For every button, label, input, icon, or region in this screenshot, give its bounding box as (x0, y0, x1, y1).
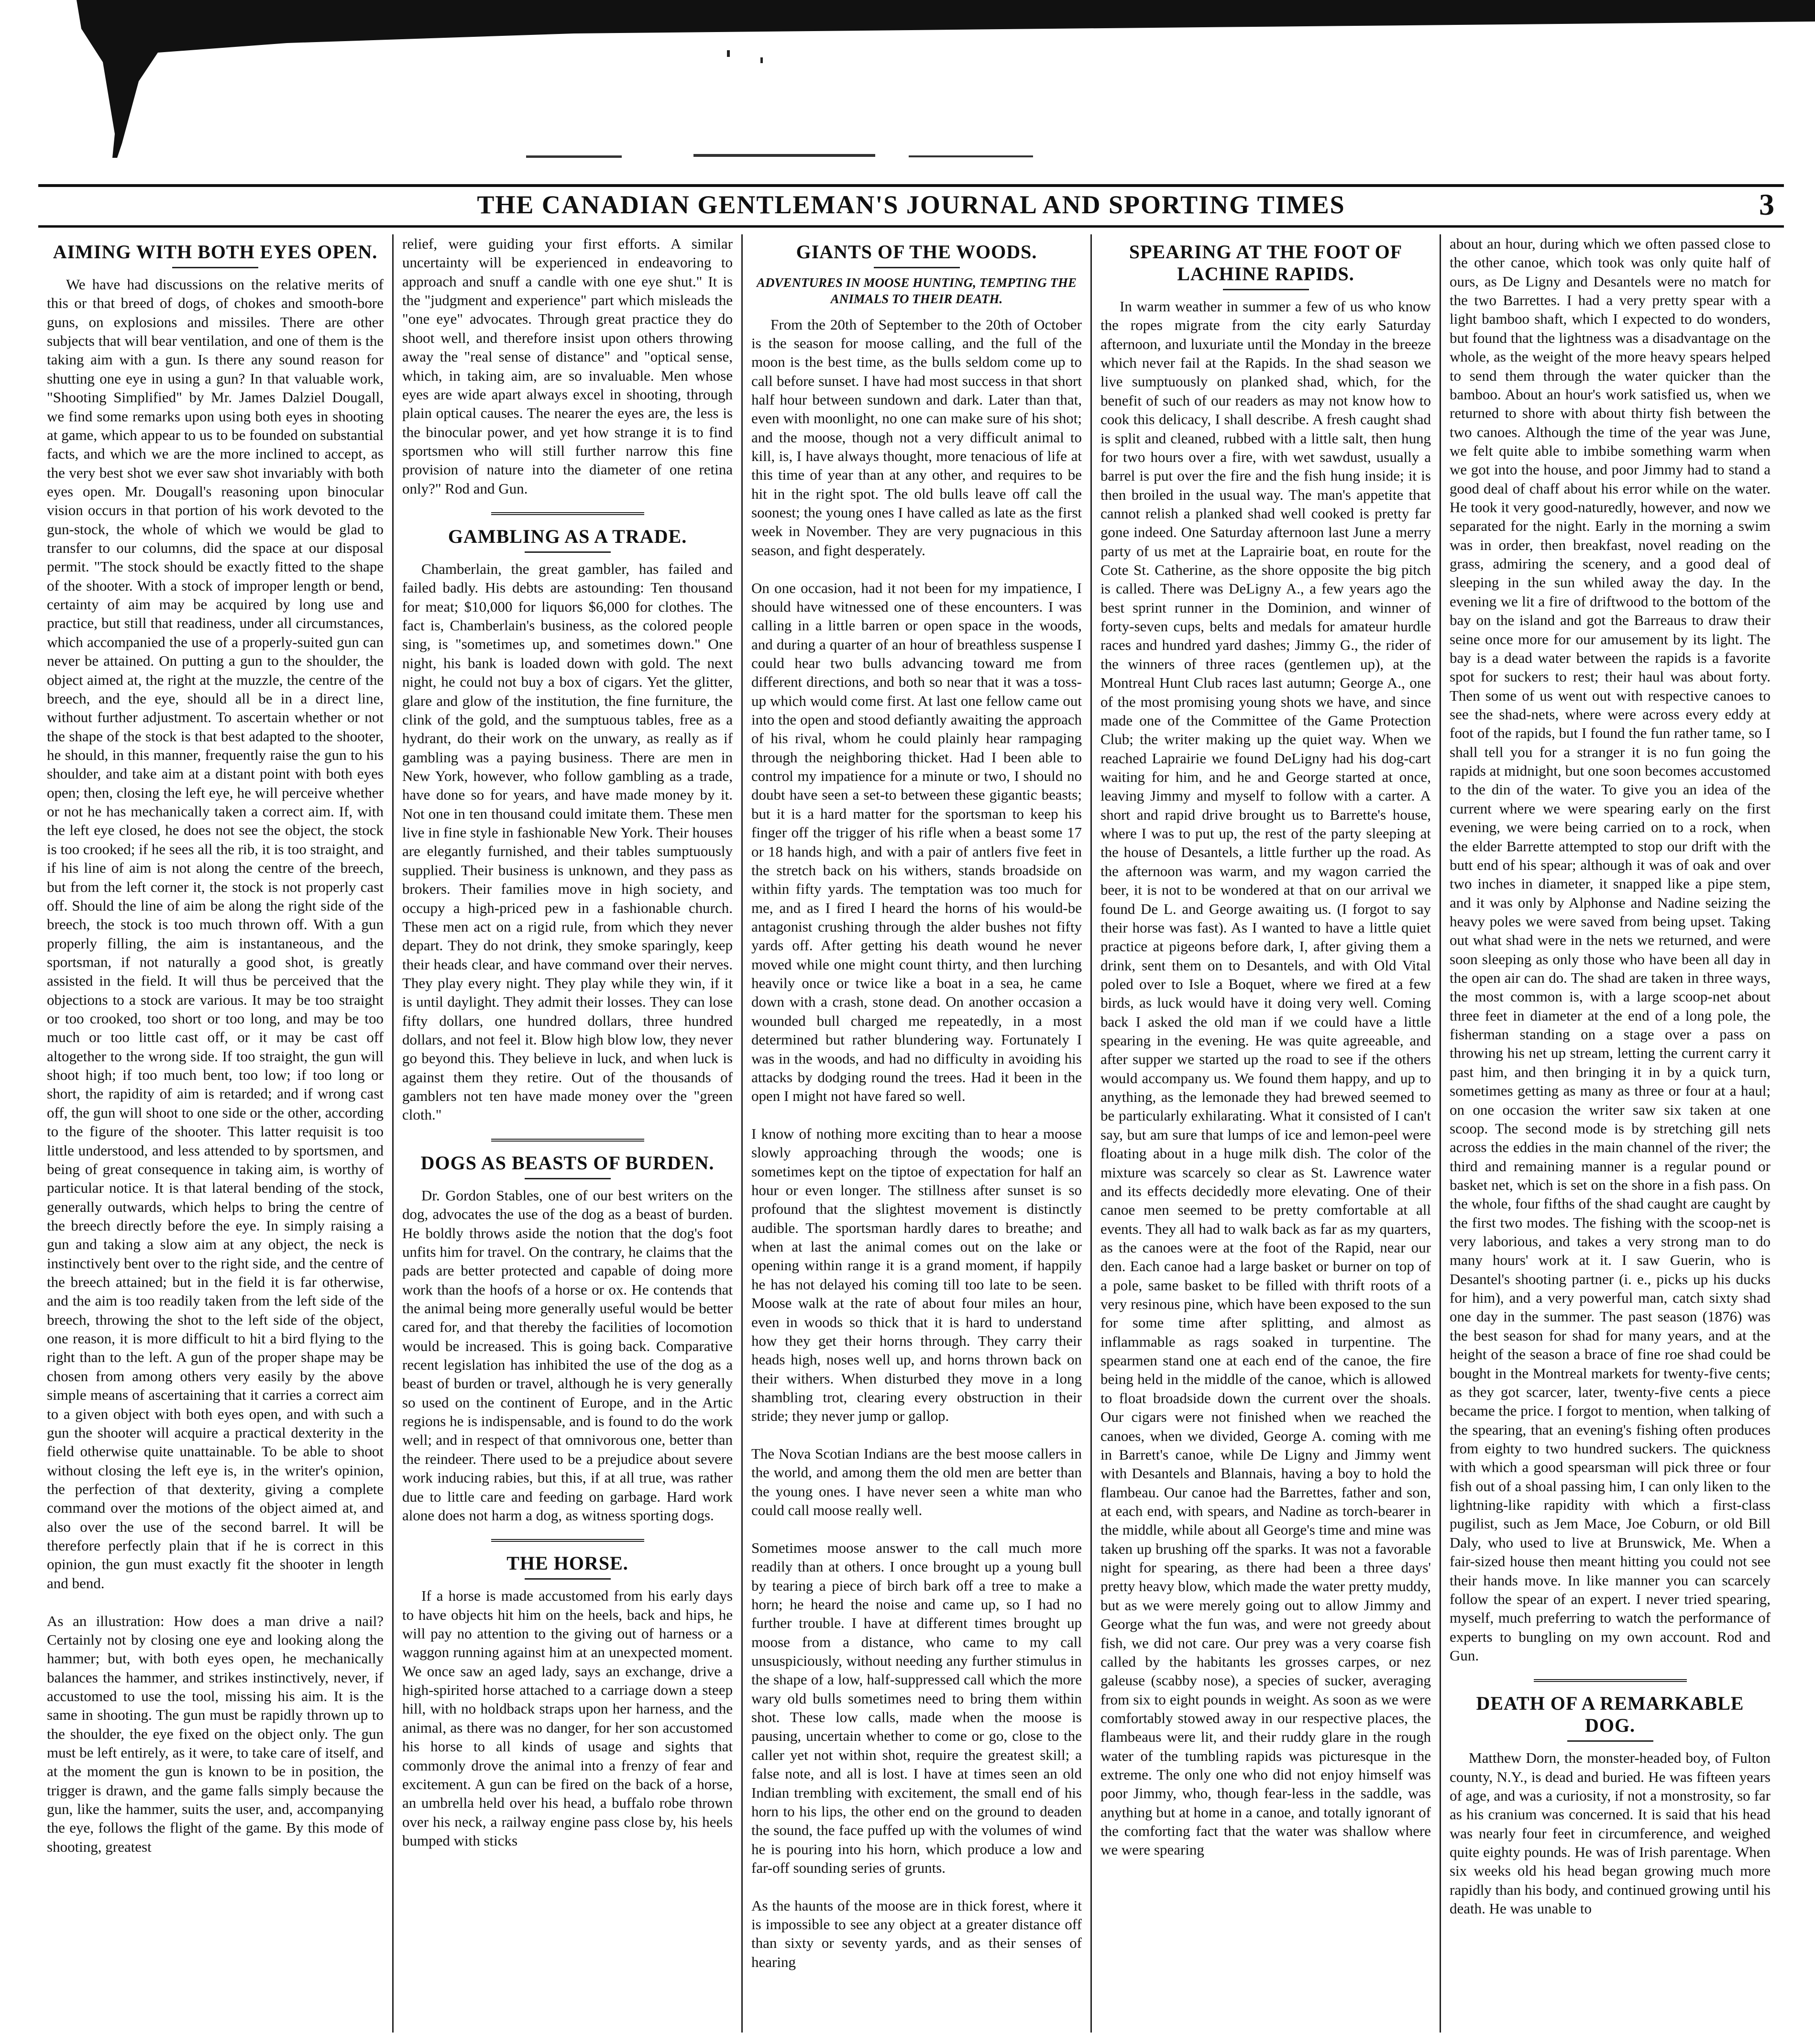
title-rule (172, 267, 258, 268)
article-the-horse (402, 1552, 733, 1850)
article-gambling-as-a-trade (402, 526, 733, 1124)
newspaper-title: THE CANADIAN GENTLEMAN'S JOURNAL AND SPORTING TIMES (477, 190, 1345, 219)
article-separator (491, 1139, 644, 1142)
article-body: We have had discussions on the relative merits of this or that breed of dogs, of chokes and smooth-bore guns, on explosions and missiles. There are other subjects that will bear ventilation, and one of them is the taking aim with a gun. Is there any sound reason for shutting one eye in using a gun? In that valuable work, "Shooting Simplified" by Mr. James Dalziel Dougall, we find some remarks upon using both eyes in shooting at game, which appear to us to be founded on substantial facts, and which we are the more inclined to accept, as the very best shot we ever saw shot invariably with both eyes open. Mr. Dougall's reasoning upon binocular vision occurs in that portion of his work devoted to the gun-stock, the whole of which we would be glad to transfer to our columns, did the space at our disposal permit. "The stock should be exactly fitted to the shape of the shooter. With a stock of improper length or bend, certainty of aim may be acquired by long use and practice, but still that readiness, under all circumstances, which accompanied the use of a properly-suited gun can never be attained. On putting a gun to the shoulder, the object aimed at, the right at the muzzle, the centre of the breech, and the eye, should all be in a direct line, without further adjustment. To ascertain whether or not the shape of the stock is that best adapted to the shooter, he should, in this manner, frequently raise the gun to his shoulder, and take aim at a distant point with both eyes open; then, closing the left eye, he will perceive whether or not he has mechanically taken a correct aim. If, with the left eye closed, he does not see the object, the stock is too crooked; if he sees all the rib, it is too straight, and if his line of aim is not along the centre of the breech, but from the left corner it, the stock is not properly cast off. Should the line of aim be along the right side of the breech, the stock is too much thrown off. With a gun properly filling, the aim is instantaneous, and the sportsman, if not naturally a good shot, is greatly assisted in the field. It will thus be perceived that the objections to a stock are various. It may be too straight or too crooked, too short or too long, and may be too much or too little cast off, or it may be cast off altogether to the wrong side. If too straight, the gun will shoot high; if too much bent, too low; if too long or short, the rapidity of aim is retarded; and if wrong cast off, the gun will shoot to one side or the other, according to the figure of the shooter. This latter requisit is too little understood, and less attended to by sportsmen, and being of great consequence in taking aim, is worthy of particular notice. It is that lateral bending of the stock, generally outwards, which helps to bring the centre of the breech directly before the eye. In simply raising a gun and taking a slow aim at any object, the neck is instinctively bent over to the right side, and the centre of the breech attained; but in the field it is far otherwise, and the aim is too readily taken from the left side of the breech, throwing the shot to the left side of the object, one reason, it is more difficult to hit a bird flying to the right than to the left. A gun of the proper shape may be chosen from among others very easily by the above simple means of ascertaining that it carries a correct aim to a given object with both eyes open, and with such a gun the shooter will acquire a practical dexterity in the field otherwise quite unattainable. To be able to shoot without closing the left eye is, in the writer's opinion, the perfection of that dexterity, giving a complete command over the motions of the object aimed at, and also over the use of the second barrel. It will be therefore perfectly plain that if he is correct in this opinion, the gun must exactly fit the shooter in length and bend. As an illustration: How does a man drive a nail? Certainly not by closing one eye and looking along the hammer; but, with both eyes open, he mechanically balances the hammer, and strikes instinctively, never, if accustomed to use the tool, missing his aim. It is the same in shooting. The gun must be rapidly thrown up to the shoulder, the eye fixed on the object only. The gun must be left entirely, as it were, to take care of itself, and at the moment the gun is known to be in position, the trigger is drawn, and the game falls simply because the gun, like the hammer, suits the user, and, accompanying the eye, follows the flight of the game. By this mode of shooting, greatest (47, 276, 384, 1855)
article-body: If a horse is made accustomed from his early days to have objects hit him on the heels, back and hips, he will pay no attention to the giving out of harness or a waggon running against him at an unexpected moment. We once saw an aged lady, says an exchange, drive a high-spirited horse attached to a carriage down a steep hill, with no holdback straps upon her harness, and the animal, as there was no danger, for her son accustomed his horse to all kinds of usage and sights that commonly drove the animal into a frenzy of fear and excitement. A gun can be fired on the back of a horse, an umbrella held over his head, a buffalo robe thrown over his neck, a railway engine pass close by, his heels bumped with sticks (402, 1587, 733, 1849)
article-body: Dr. Gordon Stables, one of our best writers on the dog, advocates the use of the dog as a beast of burden. He boldly throws aside the notion that the dog's foot unfits him for travel. On the contrary, he claims that the pads are better protected and capable of doing more work than the hoofs of a horse or ox. He contends that the animal being more generally useful would be better cared for, and that thereby the facilities of locomotion would be increased. This is going back. Comparative recent legislation has inhibited the use of the dog as a beast of burden or travel, although he is very generally so used on the continent of Europe, and in the Artic regions he is indispensable, and is found to do the work well; and in respect of that omnivorous one, better than the reindeer. There used to be a prejudice about severe work inducing rabies, but this, if at all true, was rather due to little care and feeding on garbage. Hard work alone does not harm a dog, as witness sporting dogs. (402, 1187, 733, 1524)
article-spearing-at-lachine-rapids (1100, 241, 1431, 1859)
title-rule (525, 1578, 611, 1580)
article-body: Matthew Dorn, the monster-headed boy, of Fulton county, N.Y., is dead and buried. He was fifteen years of age, and was a curiosity, if not a monstrosity, so far as his cranium was concerned. It is said that his head was nearly four feet in circumference, and weighed quite eighty pounds. He was of Irish parentage. When six weeks old his head began growing much more rapidly than his body, and continued growing until his death. He was unable to (1450, 1749, 1771, 1917)
column-1 (38, 234, 392, 2033)
article-death-of-a-remarkable (1450, 1692, 1771, 1918)
article-separator (1534, 1679, 1687, 1682)
column-2 (392, 234, 741, 2033)
newspaper-columns (38, 234, 1779, 2033)
title-rule (1223, 289, 1309, 290)
title-rule (874, 267, 960, 268)
article-title: SPEARING AT THE FOOT OF LACHINE RAPIDS. (1129, 241, 1403, 285)
article-continuation-rod-and-gun (402, 234, 733, 498)
article-title: DEATH OF A REMARKABLE DOG. (1476, 1692, 1744, 1736)
title-rule (525, 1178, 611, 1179)
page-number: 3 (1759, 187, 1774, 221)
article-separator (491, 1539, 644, 1542)
article-spearing-continuation (1450, 234, 1771, 1665)
scan-margin-artifacts (0, 0, 1815, 158)
title-rule (1567, 1740, 1653, 1742)
article-title: GAMBLING AS A TRADE. (448, 526, 687, 548)
column-5 (1440, 234, 1779, 2033)
article-body: Chamberlain, the great gambler, has failed and failed badly. His debts are astounding: Ten thousand for meat; $10,000 for liquors $6,000 for clothes. The fact is, Chamberlain's business, as the colored people sing, is "sometimes up, and sometimes down." One night, his bank is loaded down with gold. The next night, he could not buy a box of cigars. Yet the glitter, glare and glow of the institution, the fine furniture, the clink of the gold, and the sumptuous tables, free as a hydrant, do their work on the unwary, as really as if gambling was a paying business. There are men in New York, however, who follow gambling as a trade, have done so for years, and have made money by it. Not one in ten thousand could imitate them. These men live in fine style in fashionable New York. Their houses are elegantly furnished, and their tables sumptuously supplied. Their business is unknown, and they pass as brokers. Their families move in high society, and occupy a high-priced pew in a fashionable church. These men act on a rigid rule, from which they never depart. They do not drink, they smoke sparingly, keep their heads clear, and have command over their nerves. They play every night. They play while they win, if it is until daylight. They admit their losses. They can lose fifty dollars, one hundred dollars, three hundred dollars, and not feel it. Blow high blow low, they never go beyond this. They believe in luck, and when luck is against them they retire. Out of the thousands of gamblers not ten have made money over the "green cloth." (402, 560, 733, 1123)
article-separator (491, 512, 644, 515)
column-4 (1090, 234, 1440, 2033)
article-aiming-with-both-eyes-open (47, 241, 384, 1856)
article-title: THE HORSE. (506, 1552, 628, 1574)
article-dogs-as-beasts-of-burden (402, 1152, 733, 1525)
article-body: From the 20th of September to the 20th of October is the season for moose calling, and the full of the moon is the best time, as the bulls seldom come up to call before sunset. I have had most success in that short half hour between sundown and dark. Later than that, even with moonlight, no one can make sure of his shot; and the moose, though not a very difficult animal to kill, is, I have always thought, more tenacious of life at this time of year than at any other, and requires to be hit in the right spot. The old bulls leave off call the soonest; the young ones I have called as late as the first week in November. They are very pugnacious in this season, and fight desperately. On one occasion, had it not been for my impatience, I should have witnessed one of these encounters. I was calling in a little barren or open space in the woods, and during a quarter of an hour of breathless suspense I could hear two bulls advancing toward me from different directions, and both so near that it was a toss-up which would come first. At last one fellow came out into the open and stood defiantly awaiting the approach of his rival, whom he could plainly hear rampaging through the neighboring thicket. Had I been able to control my impatience for a minute or two, I should no doubt have seen a set-to between these gigantic beasts; but it is a hard matter for the sportsman to keep his finger off the trigger of his rifle when a beast some 17 or 18 hands high, and with a pair of antlers five feet in the stretch back on his withers, stands broadside on within fifty yards. The temptation was too much for me, and as I fired I heard the horns of his would-be antagonist crushing through the alder bushes not fifty yards off. After getting his death wound he never moved while one might count thirty, and then lurching heavily once or twice like a boat in a sea, he came down with a crash, stone dead. On another occasion a wounded bull charged me repeatedly, in a most determined but rather blundering way. Fortunately I was in the woods, and had no difficulty in avoiding his attacks by dodging round the trees. Had it been in the open I might not have fared so well. I know of nothing more exciting than to hear a moose slowly approaching through the woods; one is sometimes kept on the tiptoe of expectation for half an hour or even longer. The stillness after sunset is so profound that the slightest movement is distinctly audible. The sportsman hardly dares to breathe; and when at last the animal comes out on the lake or opening within range it is a grand moment, if happily he has not delayed his coming till too late to be seen. Moose walk at the rate of about four miles an hour, even in woods so thick that it is hard to understand how they get their horns through. They carry their heads high, noses well up, and horns thrown back on their withers. When disturbed they move in a long shambling trot, clearing every obstruction in their stride; they never jump or gallop. The Nova Scotian Indians are the best moose callers in the world, and among them the old men are better than the young ones. I have never seen a white man who could call moose really well. Sometimes moose answer to the call much more readily than at others. I once brought up a young bull by tearing a piece of birch bark off a tree to make a horn; he heard the noise and came up, so I had no further trouble. I have at different times brought up moose from a distance, who came to my call unsuspiciously, without needing any further stimulus in the shape of a low, half-suppressed call which the more wary old bulls sometimes need to bring them within shot. These low calls, made when the moose is pausing, uncertain whether to come or go, close to the caller yet not within shot, require the greatest skill; a false note, and all is lost. I have at times seen an old Indian trembling with excitement, the small end of his horn to his lips, the other end on the ground to deaden the sound, the face puffed up with the volumes of wind he is pouring into his horn, which produce a low and far-off sounding series of grunts. As the haunts of the moose are in thick forest, where it is impossible to see any object at a greater distance off than sixty or seventy yards, and as their senses of hearing (751, 316, 1082, 1970)
article-title: DOGS AS BEASTS OF BURDEN. (420, 1152, 715, 1174)
title-rule (525, 551, 611, 553)
article-body: about an hour, during which we often passed close to the other canoe, which took was only quite half of ours, as De Ligny and Desantels were no match for the two Barrettes. I had a very pretty spear with a light bamboo shaft, which I expected to do wonders, but found that the lightness was a disadvantage on the whole, as the weight of the more heavy spears helped to send them through the water quicker than the bamboo. About an hour's work satisfied us, when we returned to shore with about thirty fish between the two canoes. Although the time of the year was June, we felt quite able to imbibe something warm when we got into the house, and poor Jimmy had to stand a good deal of chaff about his error while on the water. He took it very good-naturedly, however, and now we separated for the night. Early in the morning a swim was in order, then breakfast, novel reading on the grass, admiring the scenery, and a good deal of sleeping in the sun whiled away the day. In the evening we lit a fire of driftwood to the bottom of the bay on the island and got the Barreaus to draw their seine once more for our amusement by its light. The bay is a dead water between the rapids is a favorite spot for suckers to rest; their haul was about forty. Then some of us went out with respective canoes to see the shad-nets, where were across every eddy at foot of the rapids, but I found the fun rather tame, so I shall tell you for a stranger it is no fun going the rapids at midnight, but one soon becomes accustomed to the din of the water. To give you an idea of the current where we were spearing early on the first evening, we were being carried on to a rock, when the elder Barrette attempted to stop our drift with the butt end of his spear; although it was of oak and over two inches in diameter, it snapped like a pipe stem, and it was only by Alphonse and Nadine seizing the heavy poles we were saved from being upset. Taking out what shad were in the nets we returned, and were soon sleeping as only those who have been all day in the open air can do. The shad are taken in three ways, the most common is, with a large scoop-net about three feet in diameter at the end of a long pole, the fisherman standing on a stage over a pass on throwing his net up stream, letting the current carry it past him, and then bringing it in by a quick turn, sometimes getting as many as three or four at a haul; on one occasion the writer saw six taken at one scoop. The second mode is by stretching gill nets across the eddies in the main channel of the river; the third and remaining manner is a regular pound or basket net, which is set on the shore in a fish pass. On the whole, four fifths of the shad caught are caught by the first two modes. The fishing with the scoop-net is very laborious, and takes a very strong man to do many hours' work at it. I saw Guerin, who is Desantel's shooting partner (i. e., picks up his ducks for him), and a very powerful man, catch sixty shad one day in the summer. The past season (1876) was the best season for shad for many years, and at the height of the season a brace of fine roe shad could be bought in the Montreal markets for twenty-five cents; as they got scarcer, later, twenty-five cents a piece became the price. I forgot to mention, when talking of the spearing, that an evening's fishing often produces from eighty to two hundred suckers. The quickness with which a good spearsman will pick three or four fish out of a shoal passing him, I can only liken to the lightning-like rapidity with which a first-class pugilist, such as Jem Mace, Joe Coburn, or old Bill Daly, who used to live at Brunswick, Me. When a fair-sized house then meant hitting you could not see their hands move. In like manner you can scarcely follow the spear of an expert. I never tried spearing, myself, much preferring to watch the performance of experts to bungling on my own account. Rod and Gun. (1450, 235, 1771, 1664)
article-title: GIANTS OF THE WOODS. (796, 241, 1037, 263)
article-body: relief, were guiding your first efforts. A similar uncertainty will be experienced in endeavoring to approach and snuff a candle with one eye shut." It is the "judgment and experience" part which misleads the "one eye" advocates. Through great practice they do shoot well, and therefore insist upon others throwing away the "real sense of distance" and "optical sense, which, in taking aim, are so invaluable. Men whose eyes are wide apart always excel in shooting, through plain optical causes. The nearer the eyes are, the less is the binocular power, and yet how strange it is to find sportsmen who will still further narrow this fine provision of nature into the diameter of one retina only?" Rod and Gun. (402, 235, 733, 497)
article-giants-of-the-woods (751, 241, 1082, 1971)
article-body: In warm weather in summer a few of us who know the ropes migrate from the city early Saturday afternoon, and luxuriate until the Monday in the breeze which never fail at the Rapids. In the shad season we live sumptuously on planked shad, which, for the benefit of such of our readers as may not know how to cook this delicacy, I shall describe. A fresh caught shad is split and cleaned, rubbed with a little salt, then hung for two hours over a fire, with wet sawdust, usually a barrel is put over the fire and the fish hung inside; it is then broiled in the usual way. The man's appetite that cannot relish a planked shad well cooked is pretty far gone indeed. One Saturday afternoon last June a merry party of us met at the Laprairie boat, en route for the Cote St. Catherine, as the shore opposite the big pitch is called. There was DeLigny A., a few years ago the best sprint runner in the Dominion, and winner of forty-seven cups, belts and medals for amateur hurdle races and hundred yard dashes; Jimmy G., the rider of the winners of three races (gentlemen up), at the Montreal Hunt Club races last autumn; George A., one of the most promising young shots we have, and since made one of the Committee of the Game Protection Club; the writer making up the quiet way. When we reached Laprairie we found DeLigny had his dog-cart waiting for him, and he and George started at once, leaving Jimmy and myself to follow with a carter. A short and rapid drive brought us to Barrette's house, where I was to put up, the rest of the party sleeping at the house of Desantels, a little further up the road. As the afternoon was warm, and my wagon carried the beer, it is not to be wondered at that on our arrival we found De L. and George awaiting us. (I forgot to say their horse was fast). As I wanted to have a little quiet practice at pigeons before dark, I, after giving them a drink, sent them on to Desantels, and with Old Vital poled over to Isle a Boquet, where we fired at a few birds, as luck would have it doing very well. Coming back I asked the old man if we could have a little spearing in the evening. He was quite agreeable, and after supper we started up the road to see if the others would accompany us. We found them happy, and up to anything, as the lemonade they had brewed seemed to be particularly exhilarating. What it consisted of I can't say, but am sure that lumps of ice and lemon-peel were floating about in a huge milk dish. The color of the mixture was scarcely so clear as St. Lawrence water and its effects decidedly more elevating. One of their canoe men seemed to be pretty comfortable at all events. They all had to walk back as far as my quarters, as the canoes were at the foot of the Rapid, near our den. Each canoe had a large basket or burner on top of a pole, same basket to be filled with thrift roots of a very resinous pine, which have been exposed to the sun for some time after splitting, and almost as inflammable as rags soaked in turpentine. The spearmen stand one at each end of the canoe, the fire being held in the middle of the canoe, which is allowed to float broadside down the current over the shoals. Our cigars were not finished when we reached the canoes, when we divided, George A. coming with me in Barrett's canoe, while De Ligny and Jimmy went with Desantels and Blannais, having a boy to hold the flambeau. Our canoe had the Barrettes, father and son, at each end, with spears, and Nadine as torch-bearer in the middle, while about all George's time and mine was taken up brushing off the sparks. It was not a favorable night for spearing, as there had been a three days' pretty heavy blow, which made the water pretty muddy, but as we were merely going out to allow Jimmy and George what the fun was, and were not greedy about fish, we did not care. Our prey was a very coarse fish called by the habitants les grosses carpes, or nez galeuse (scabby nose), a species of sucker, averaging from six to eight pounds in weight. As soon as we were comfortably stowed away in our respective places, the flambeaus were lit, and their ruddy glare in the rough water of the tumbling rapids was picturesque in the extreme. The only one who did not enjoy himself was poor Jimmy, who, though fear-less in the saddle, was anything but at home in a canoe, and totally ignorant of the comforting fact that the water was shallow where we were spearing (1100, 298, 1431, 1858)
article-subtitle: ADVENTURES IN MOOSE HUNTING, TEMPTING THE ANIMALS TO THEIR DEATH. (756, 275, 1077, 306)
column-3 (741, 234, 1090, 2033)
masthead (38, 184, 1784, 228)
article-title: AIMING WITH BOTH EYES OPEN. (53, 241, 378, 263)
